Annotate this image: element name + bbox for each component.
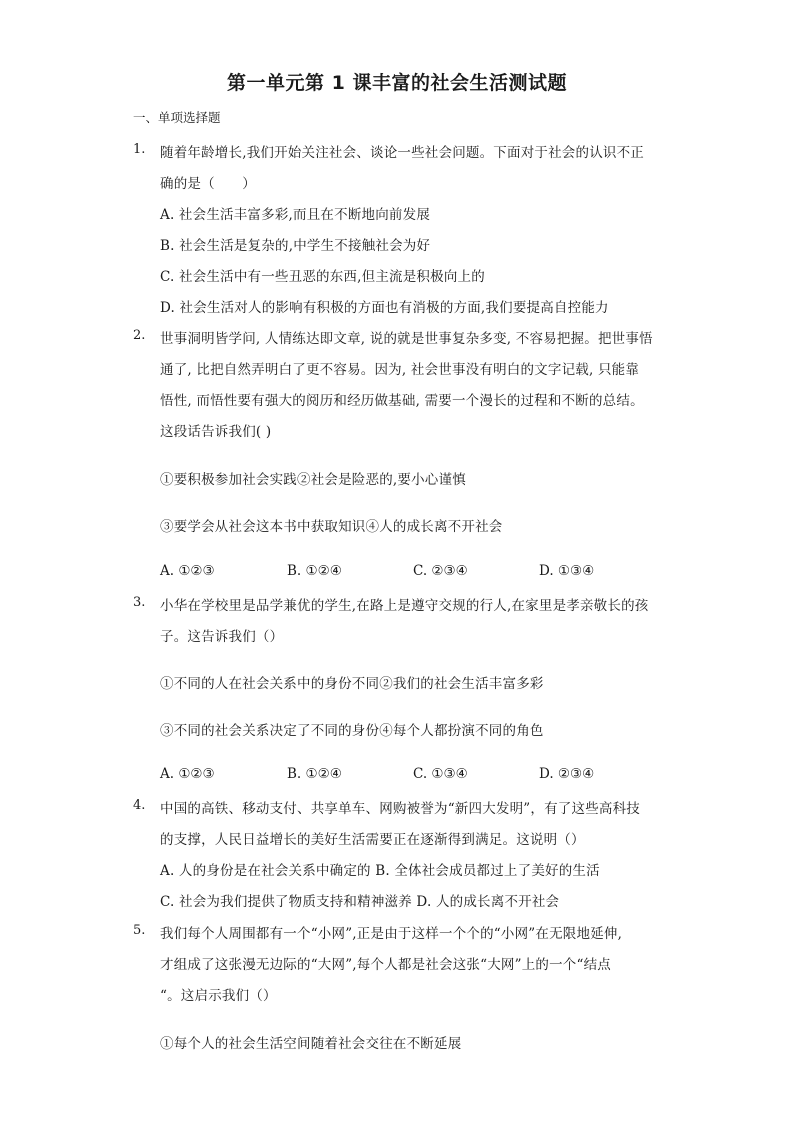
question-2-number: 2.: [133, 328, 146, 343]
question-2-stem-line: 悟性, 而悟性要有强大的阅历和经历做基础, 需要一个漫长的过程和不断的总结。: [160, 393, 644, 409]
question-3-number: 3.: [133, 595, 146, 610]
question-4-stem-line: 中国的高铁、移动支付、共享单车、网购被誉为“新四大发明”，有了这些高科技: [160, 801, 641, 817]
question-2-option-d[interactable]: D. ①③④: [539, 563, 595, 579]
question-2-option-a[interactable]: A. ①②③: [160, 563, 215, 579]
question-2-option-c[interactable]: C. ②③④: [413, 563, 468, 579]
question-1-option-a[interactable]: A. 社会生活丰富多彩,而且在不断地向前发展: [160, 207, 431, 223]
question-5-stem-line: 我们每个人周围都有一个“小网”,正是由于这样一个个的“小网”在无限地延伸,: [160, 926, 623, 942]
question-5-stem-line: “。这启示我们（）: [160, 988, 277, 1004]
question-1-option-d[interactable]: D. 社会生活对人的影响有积极的方面也有消极的方面,我们要提高自控能力: [160, 300, 609, 316]
question-4-options-ab[interactable]: A. 人的身份是在社会关系中确定的 B. 全体社会成员都过上了美好的生活: [160, 863, 600, 879]
question-5-statement: ①每个人的社会生活空间随着社会交往在不断延展: [160, 1036, 462, 1052]
question-3-statement: ③不同的社会关系决定了不同的身份④每个人都扮演不同的角色: [160, 723, 544, 739]
question-4-stem-line: 的支撑，人民日益增长的美好生活需要正在逐渐得到满足。这说明（）: [160, 832, 585, 848]
question-3-option-d[interactable]: D. ②③④: [539, 766, 595, 782]
question-1-stem-line: 确的是（ ）: [160, 176, 256, 192]
question-3-stem-line: 小华在学校里是品学兼优的学生,在路上是遵守交规的行人,在家里是孝亲敬长的孩: [160, 598, 649, 614]
question-4-number: 4.: [133, 798, 146, 813]
question-2-stem-line: 通了, 比把自然弄明白了更不容易。因为, 社会世事没有明白的文字记载, 只能靠: [160, 362, 640, 378]
question-1-stem-line: 随着年龄增长,我们开始关注社会、谈论一些社会问题。下面对于社会的认识不正: [160, 145, 644, 161]
question-1-option-c[interactable]: C. 社会生活中有一些丑恶的东西,但主流是积极向上的: [160, 269, 485, 285]
question-5-number: 5.: [133, 923, 146, 938]
question-1-number: 1.: [133, 142, 146, 157]
question-5-stem-line: 才组成了这张漫无边际的“大网”,每个人都是社会这张“大网”上的一个“结点: [160, 957, 611, 973]
question-2-stem-line: 这段话告诉我们( ): [160, 424, 272, 440]
section-heading: 一、单项选择题: [133, 110, 221, 125]
question-3-option-a[interactable]: A. ①②③: [160, 766, 215, 782]
question-2-option-b[interactable]: B. ①②④: [287, 563, 342, 579]
question-4-options-cd[interactable]: C. 社会为我们提供了物质支持和精神滋养 D. 人的成长离不开社会: [160, 894, 560, 910]
question-3-option-c[interactable]: C. ①③④: [413, 766, 468, 782]
question-2-stem-line: 世事洞明皆学问, 人情练达即文章, 说的就是世事复杂多变, 不容易把握。把世事悟: [160, 331, 653, 347]
question-3-stem-line: 子。这告诉我们（）: [160, 629, 284, 645]
question-2-statement: ③要学会从社会这本书中获取知识④人的成长离不开社会: [160, 519, 503, 535]
page-title: 第一单元第 1 课丰富的社会生活测试题: [227, 72, 567, 94]
question-3-statement: ①不同的人在社会关系中的身份不同②我们的社会生活丰富多彩: [160, 676, 544, 692]
question-2-statement: ①要积极参加社会实践②社会是险恶的,要小心谨慎: [160, 472, 466, 488]
question-1-option-b[interactable]: B. 社会生活是复杂的,中学生不接触社会为好: [160, 238, 431, 254]
question-3-option-b[interactable]: B. ①②④: [287, 766, 342, 782]
